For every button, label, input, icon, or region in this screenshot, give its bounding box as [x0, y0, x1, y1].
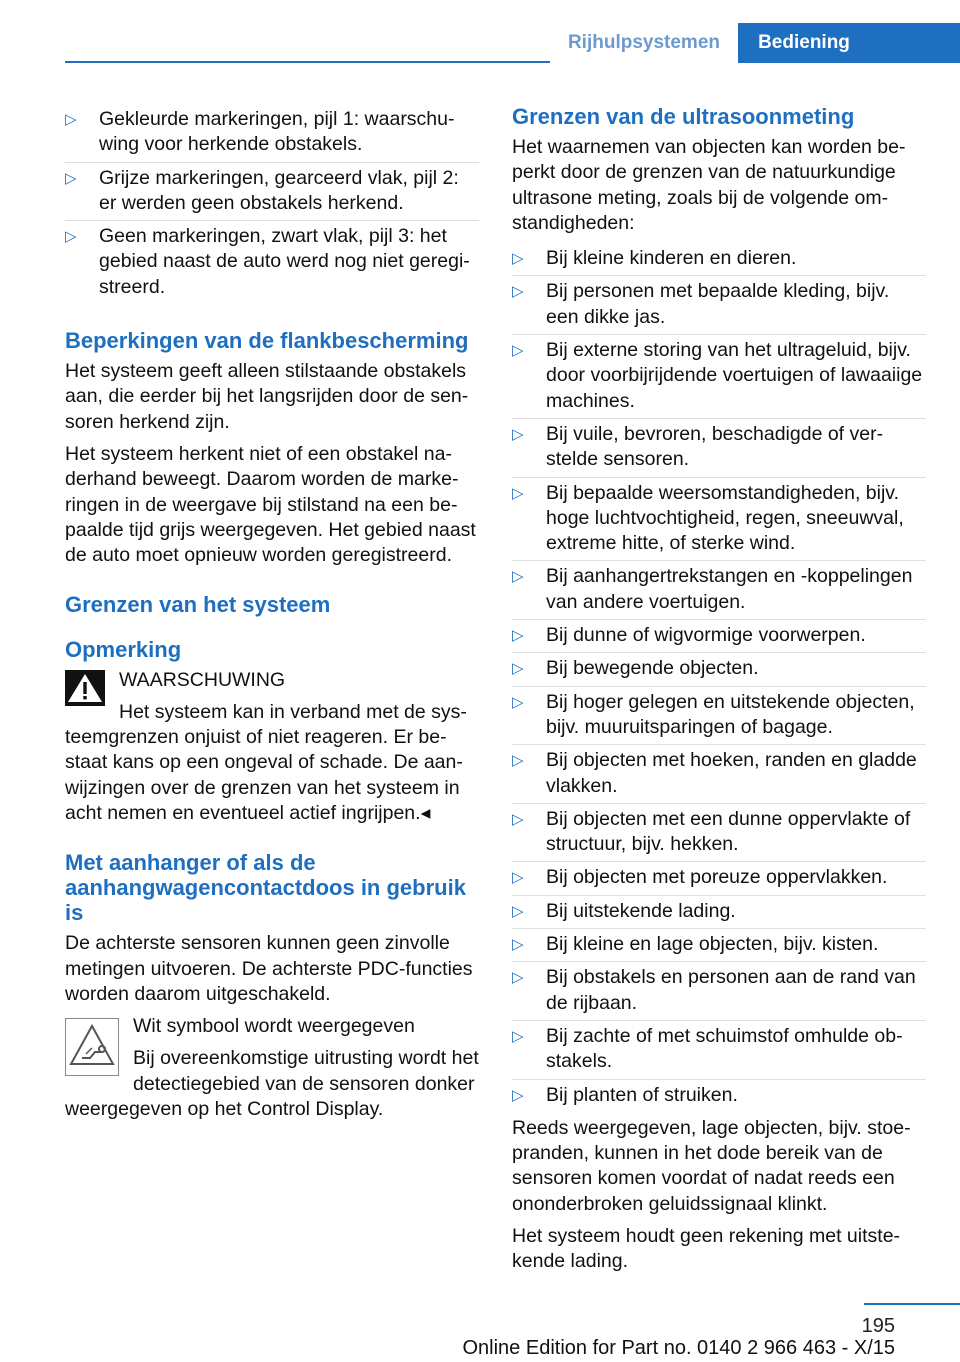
paragraph: Het systeem geeft alleen stilstaande obstakels aan, die eerder bij het langsrijden door de sensoren herkend zijn.	[65, 360, 469, 433]
list-item: ▷ Bij vuile, bevroren, beschadigde of verstelde sensoren.	[512, 419, 926, 478]
warning-box	[65, 668, 479, 826]
left-column	[65, 104, 479, 1129]
list-item: ▷ Bij hoger gelegen en uitstekende objecten, bijv. muuruitsparingen of bagage.	[512, 687, 926, 746]
list-item: ▷ Bij bewegende objecten.	[512, 653, 926, 686]
footer-rule	[864, 1303, 960, 1305]
limitations-list	[512, 243, 926, 1112]
triangle-right-icon: ▷	[65, 228, 77, 246]
list-item: ▷ Bij obstakels en personen aan de rand van de rijbaan.	[512, 962, 926, 1021]
heading-flank: Beperkingen van de flankbescherming	[65, 328, 469, 354]
triangle-right-icon: ▷	[512, 568, 524, 586]
list-item: ▷ Bij zachte of met schuimstof omhulde obstakels.	[512, 1021, 926, 1080]
list-item: ▷ Bij objecten met hoeken, randen en gladde vlakken.	[512, 745, 926, 804]
header-chapter-tab: Bediening	[738, 23, 870, 63]
list-item: ▷ Bij kleine kinderen en dieren.	[512, 243, 926, 276]
page-number: 195	[861, 1315, 895, 1337]
warning-triangle-icon	[65, 670, 105, 706]
list-item: ▷ Bij bepaalde weersomstandigheden, bijv. hoge luchtvochtigheid, regen, sneeuwval, extreme hitte, of sterke wind.	[512, 478, 926, 562]
paragraph: De achterste sensoren kunnen geen zinvolle metingen uitvoeren. De achterste PDC-functies worden daarom uitgeschakeld.	[65, 932, 473, 1005]
triangle-right-icon: ▷	[512, 693, 524, 711]
triangle-right-icon: ▷	[512, 869, 524, 887]
triangle-right-icon: ▷	[512, 752, 524, 770]
paragraph: Het systeem herkent niet of een obstakel naderhand beweegt. Daarom worden de markeringen in de weergave bij stilstand na een bepaalde tijd grijs weergegeven. Het gebied naast de auto moet opnieuw worden geregistreerd.	[65, 442, 476, 567]
page-footer	[0, 1303, 960, 1362]
paragraph: Reeds weergegeven, lage objecten, bijv. stoepranden, kunnen in het dode bereik van de sensoren komen voordat of nadat reeds een ononderbroken geluidssignaal klinkt.	[512, 1116, 911, 1215]
list-item: ▷ Grijze markeringen, gearceerd vlak, pijl 2: er werden geen obstakels herkend.	[65, 163, 479, 222]
triangle-right-icon: ▷	[512, 936, 524, 954]
header-fill	[870, 23, 960, 63]
list-item: ▷ Bij dunne of wigvormige voorwerpen.	[512, 620, 926, 653]
warning-title: WAARSCHUWING	[119, 669, 286, 692]
info-text: Bij overeenkomstige uitrusting wordt het detectiegebied van de sensoren donker weergegeven op het Control Display.	[65, 1047, 479, 1121]
marking-list	[65, 104, 479, 304]
trailer-hitch-icon	[65, 1018, 119, 1076]
edition-note: Online Edition for Part no. 0140 2 966 463 - X/15	[462, 1337, 895, 1359]
triangle-right-icon: ▷	[512, 342, 524, 360]
list-item: ▷ Gekleurde markeringen, pijl 1: waarschuwing voor herkende obstakels.	[65, 104, 479, 163]
triangle-right-icon: ▷	[512, 484, 524, 502]
triangle-right-icon: ▷	[512, 810, 524, 828]
triangle-right-icon: ▷	[512, 660, 524, 678]
triangle-right-icon: ▷	[512, 627, 524, 645]
heading-ultrasoon: Grenzen van de ultrasoonmeting	[512, 104, 855, 129]
info-title: Wit symbool wordt weergegeven	[133, 1015, 415, 1038]
triangle-right-icon: ▷	[512, 425, 524, 443]
list-item: ▷ Bij objecten met poreuze oppervlakken.	[512, 862, 926, 895]
right-column	[512, 104, 926, 1282]
triangle-right-icon: ▷	[512, 250, 524, 268]
triangle-right-icon: ▷	[512, 1086, 524, 1104]
triangle-right-icon: ▷	[512, 283, 524, 301]
triangle-right-icon: ▷	[65, 111, 77, 128]
page-header	[0, 23, 960, 63]
heading-aanhanger: Met aanhanger of als de aanhangwagencontactdoos in gebruik is	[65, 850, 466, 926]
triangle-right-icon: ▷	[512, 969, 524, 987]
info-box	[65, 1014, 479, 1122]
warning-text: Het systeem kan in verband met de systeemgrenzen onjuist of niet reageren. Er bestaat kans op een ongeval of schade. De aanwijzingen over de grenzen van het systeem in acht nemen en eventueel actief ingrijpen.◂	[65, 700, 467, 824]
list-item: ▷ Bij kleine en lage objecten, bijv. kisten.	[512, 929, 926, 962]
list-item: ▷ Bij externe storing van het ultrageluid, bijv. door voorbijrijdende voertuigen of lawaaiige machines.	[512, 335, 926, 419]
triangle-right-icon: ▷	[512, 902, 524, 920]
triangle-right-icon: ▷	[512, 1027, 524, 1045]
list-item: ▷ Bij uitstekende lading.	[512, 896, 926, 929]
heading-opmerking: Opmerking	[65, 637, 182, 663]
header-section-tab: Rijhulpsystemen	[550, 23, 738, 63]
paragraph: Het waarnemen van objecten kan worden beperkt door de grenzen van de natuurkundige ultrasone meting, zoals bij de volgende omstandigheden:	[512, 136, 906, 234]
triangle-right-icon: ▷	[65, 169, 77, 187]
heading-grenzen: Grenzen van het systeem	[65, 592, 331, 618]
list-item: ▷ Geen markeringen, zwart vlak, pijl 3: het gebied naast de auto werd nog niet geregistreerd.	[65, 225, 470, 298]
paragraph: Het systeem houdt geen rekening met uitstekende lading.	[512, 1224, 901, 1273]
list-item: ▷ Bij planten of struiken.	[512, 1083, 738, 1106]
list-item: ▷ Bij personen met bepaalde kleding, bijv. een dikke jas.	[512, 276, 926, 335]
list-item: ▷ Bij objecten met een dunne oppervlakte of structuur, bijv. hekken.	[512, 804, 926, 863]
list-item: ▷ Bij aanhangertrekstangen en -koppelingen van andere voertuigen.	[512, 561, 926, 620]
